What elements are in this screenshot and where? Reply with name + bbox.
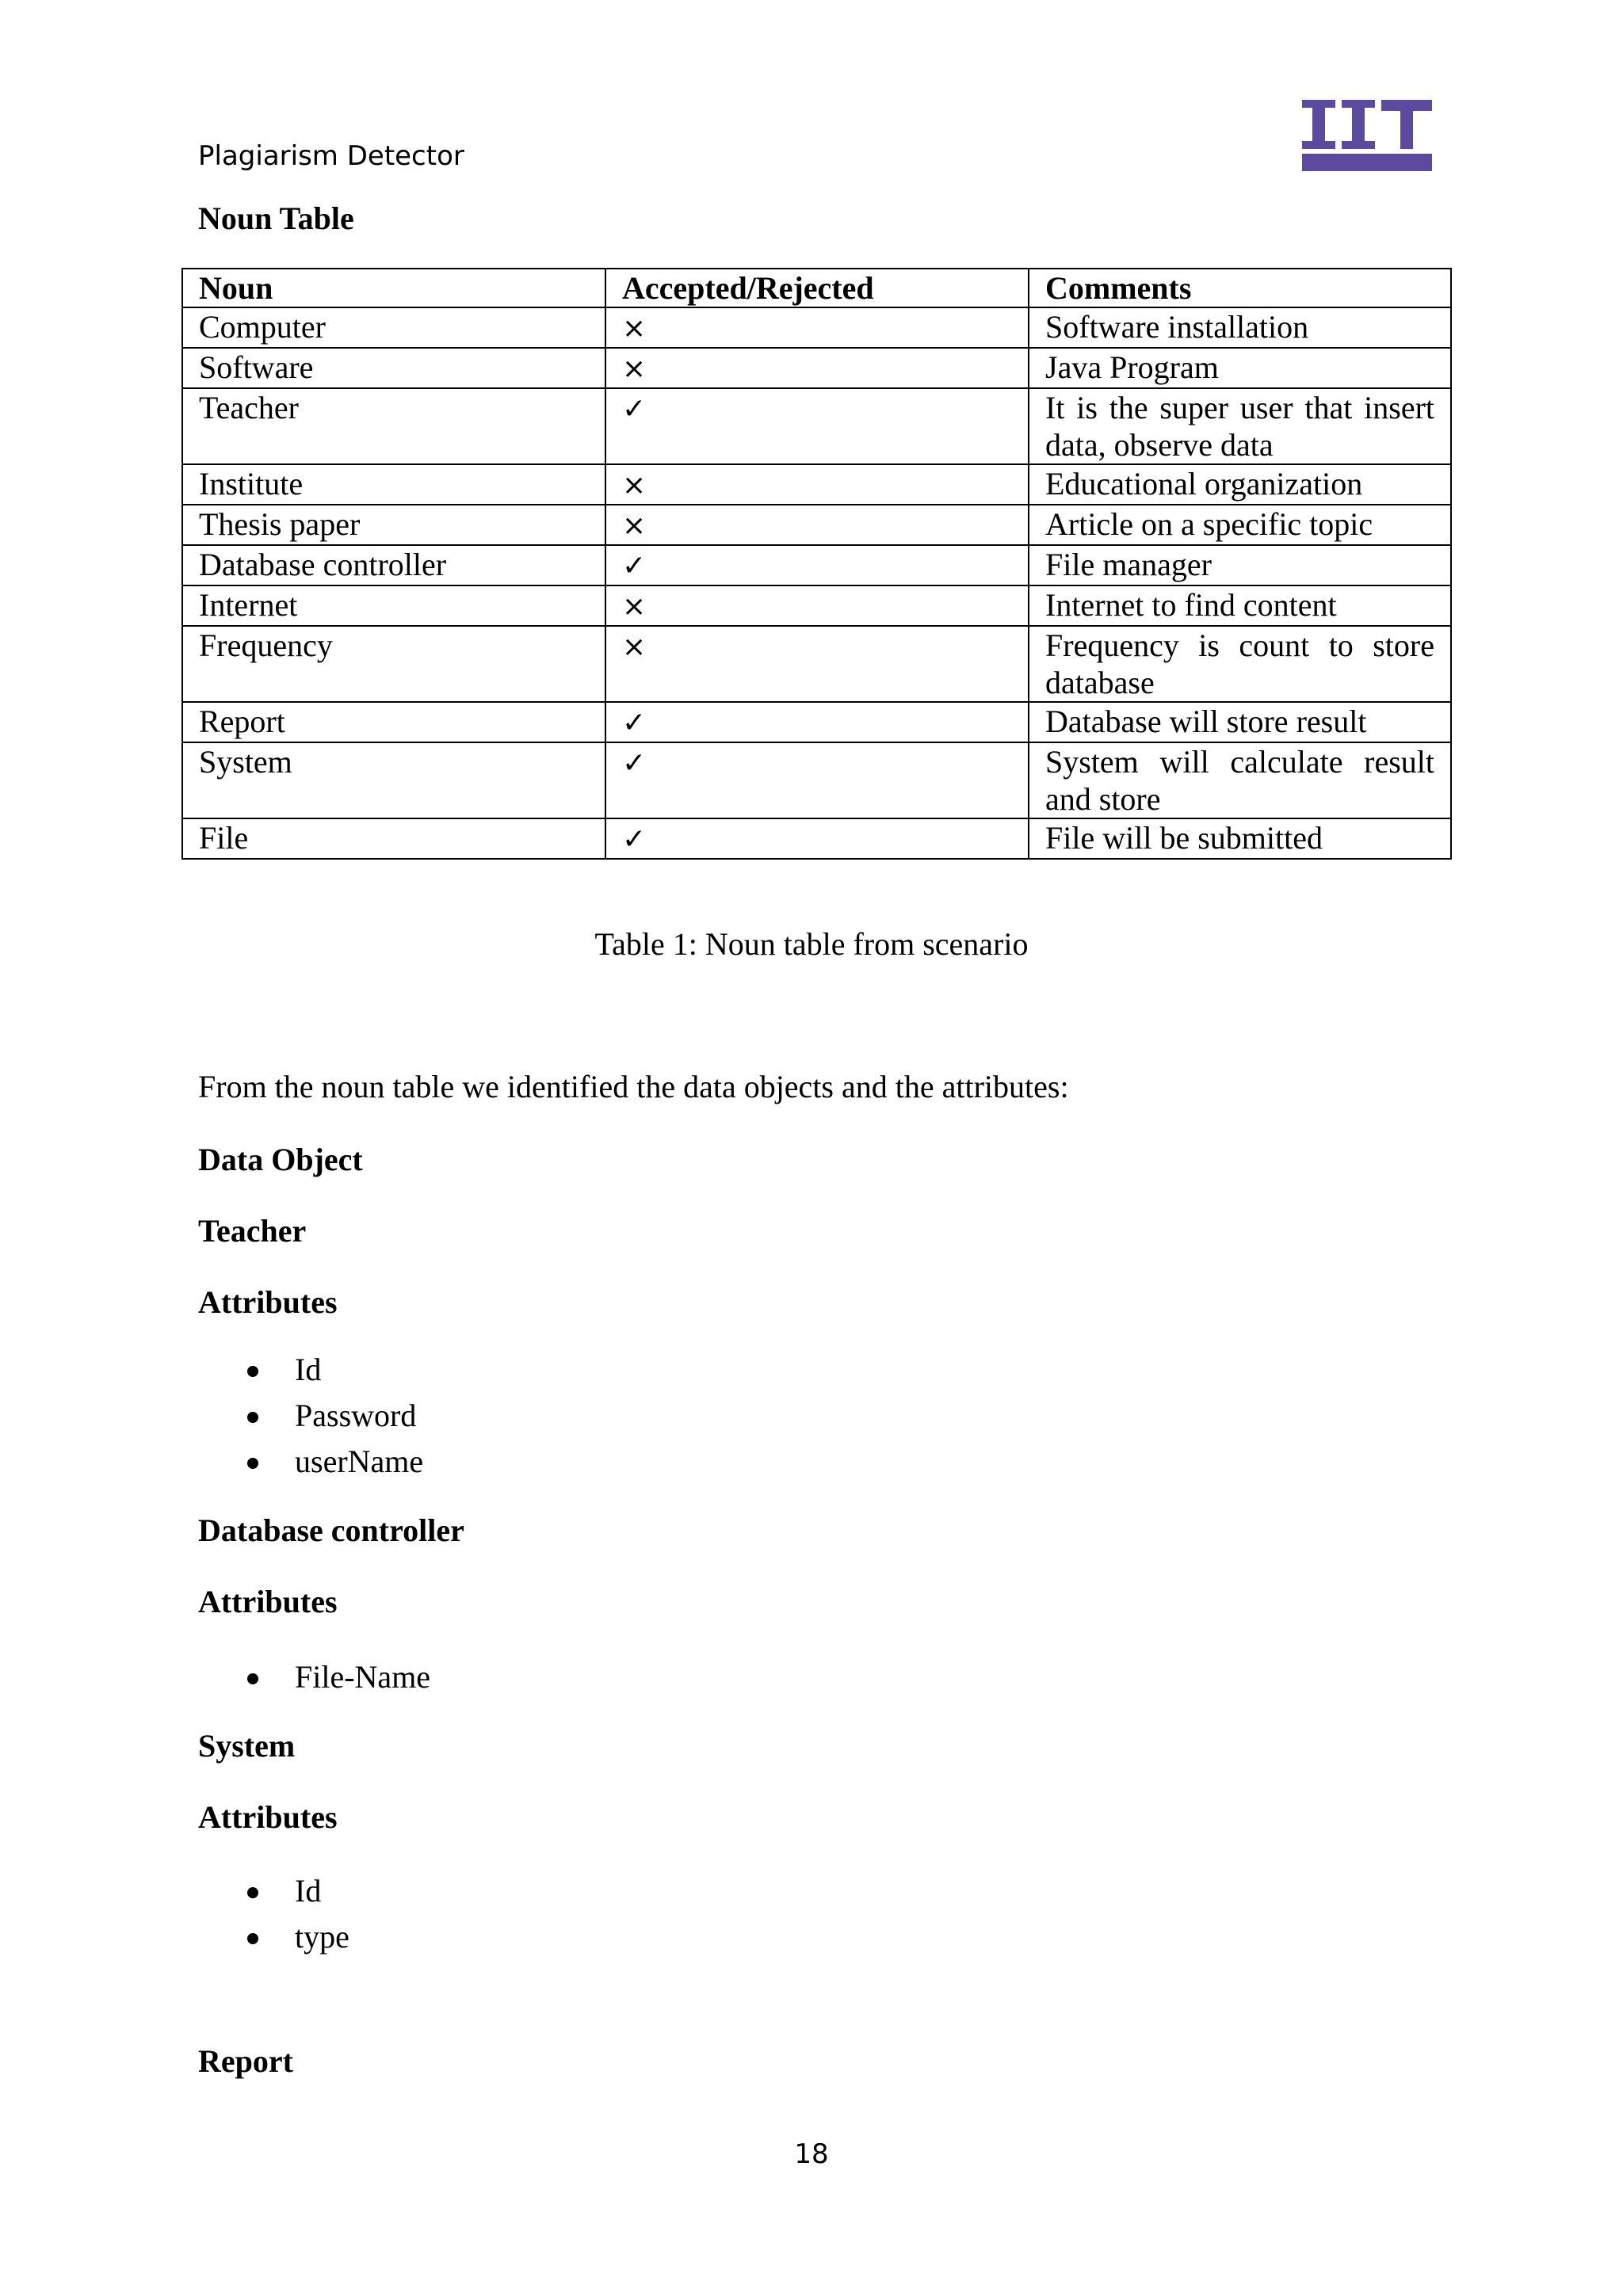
cross-mark-icon: × (622, 590, 647, 623)
page-number: 18 (794, 2138, 829, 2170)
table-row (182, 545, 1451, 585)
iit-logo (1300, 98, 1434, 174)
table-header-row (182, 269, 1451, 307)
check-mark-icon: ✓ (622, 550, 647, 582)
column-header-noun: Noun (182, 269, 605, 307)
noun-cell: Teacher (182, 388, 605, 464)
status-cell (605, 388, 1029, 464)
data-object-heading: Data Object (198, 1142, 363, 1177)
comment-cell: Software installation (1029, 307, 1451, 348)
table-row (182, 307, 1451, 348)
status-cell (605, 742, 1029, 818)
status-cell (605, 626, 1029, 702)
table-caption: Table 1: Noun table from scenario (594, 926, 1029, 962)
comment-cell: Internet to find content (1029, 585, 1451, 626)
noun-table-heading: Noun Table (198, 200, 354, 236)
comment-cell: Java Program (1029, 348, 1451, 388)
check-mark-icon: ✓ (622, 823, 647, 856)
noun-cell: File (182, 818, 605, 859)
noun-cell: System (182, 742, 605, 818)
status-cell (605, 348, 1029, 388)
comment-cell: Educational organization (1029, 464, 1451, 505)
table-row (182, 505, 1451, 545)
noun-cell: Software (182, 348, 605, 388)
object-heading-system: System (198, 1728, 296, 1764)
table-row (182, 388, 1451, 464)
status-cell (605, 702, 1029, 742)
bullet-icon (247, 1673, 258, 1684)
bullet-icon (247, 1933, 258, 1944)
noun-table (181, 268, 1452, 860)
cross-mark-icon: × (622, 312, 647, 345)
table-row (182, 702, 1451, 742)
noun-cell: Database controller (182, 545, 605, 585)
bullet-icon (247, 1458, 258, 1469)
attribute-text: Password (295, 1398, 417, 1433)
comment-cell: System will calculate result and store (1029, 742, 1451, 818)
noun-cell: Computer (182, 307, 605, 348)
attribute-text: type (295, 1919, 349, 1955)
status-cell (605, 505, 1029, 545)
cross-mark-icon: × (622, 509, 647, 542)
status-cell (605, 585, 1029, 626)
document-header-title: Plagiarism Detector (198, 140, 464, 172)
noun-cell: Institute (182, 464, 605, 505)
comment-cell: File will be submitted (1029, 818, 1451, 859)
table-row (182, 818, 1451, 859)
table-row (182, 585, 1451, 626)
check-mark-icon: ✓ (622, 747, 647, 780)
table-body (182, 307, 1451, 859)
status-cell (605, 464, 1029, 505)
object-heading-teacher: Teacher (198, 1213, 307, 1249)
noun-cell: Thesis paper (182, 505, 605, 545)
table-row (182, 742, 1451, 818)
attribute-text: Id (295, 1352, 322, 1387)
bullet-icon (247, 1412, 258, 1423)
attribute-text: userName (295, 1444, 424, 1479)
attributes-heading-system: Attributes (198, 1799, 338, 1835)
intro-paragraph: From the noun table we identified the data objects and the attributes: (198, 1069, 1069, 1104)
table-row (182, 464, 1451, 505)
comment-cell: Database will store result (1029, 702, 1451, 742)
comment-cell: Article on a specific topic (1029, 505, 1451, 545)
column-header-comments: Comments (1029, 269, 1451, 307)
table-row (182, 348, 1451, 388)
cross-mark-icon: × (622, 631, 647, 663)
attribute-text: Id (295, 1873, 322, 1909)
noun-cell: Report (182, 702, 605, 742)
attribute-text: File-Name (295, 1659, 431, 1695)
comment-cell: It is the super user that insert data, observe data (1029, 388, 1451, 464)
attributes-heading-database-controller: Attributes (198, 1584, 338, 1619)
object-heading-database-controller: Database controller (198, 1512, 464, 1548)
comment-cell: File manager (1029, 545, 1451, 585)
cross-mark-icon: × (622, 353, 647, 385)
noun-cell: Frequency (182, 626, 605, 702)
cross-mark-icon: × (622, 469, 647, 502)
table-row (182, 626, 1451, 702)
noun-cell: Internet (182, 585, 605, 626)
check-mark-icon: ✓ (622, 393, 647, 425)
status-cell (605, 307, 1029, 348)
object-heading-report: Report (198, 2043, 293, 2079)
bullet-icon (247, 1366, 258, 1377)
comment-cell: Frequency is count to store database (1029, 626, 1451, 702)
status-cell (605, 818, 1029, 859)
status-cell (605, 545, 1029, 585)
attributes-heading-teacher: Attributes (198, 1284, 338, 1320)
check-mark-icon: ✓ (622, 707, 647, 739)
column-header-accepted-rejected: Accepted/Rejected (605, 269, 1029, 307)
bullet-icon (247, 1887, 258, 1898)
